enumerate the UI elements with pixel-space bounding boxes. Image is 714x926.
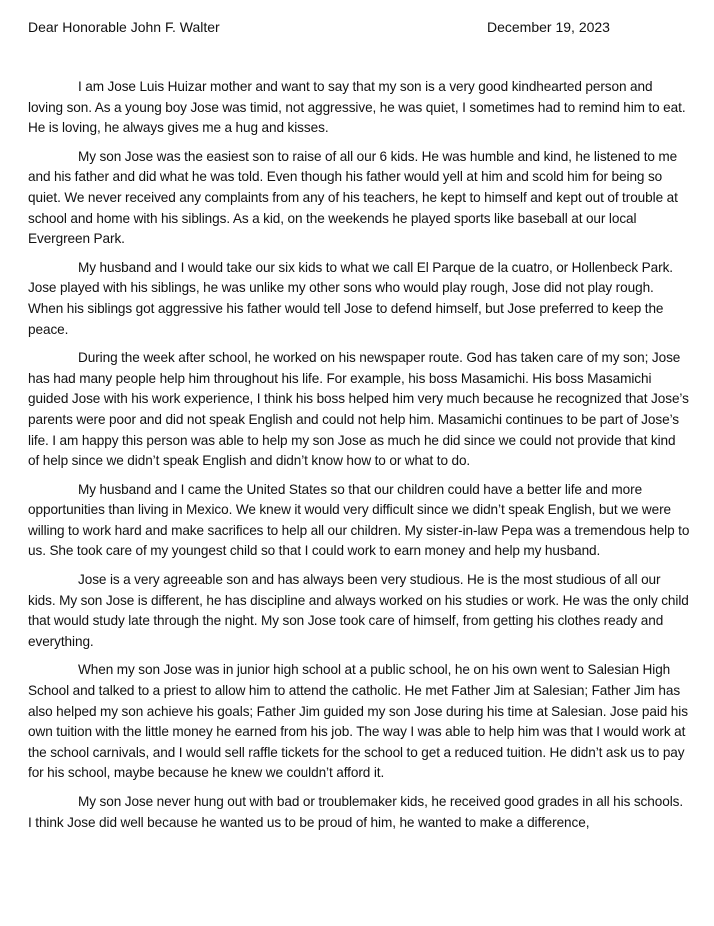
paragraph-2: My son Jose was the easiest son to raise of all our 6 kids. He was humble and kind, he listened to me and his father and did what he was told. Even though his father would yell at him and scold him for being so quiet. We never received any complaints from any of his teachers, he kept to himself and kept out of trouble at school and home with his siblings. As a kid, on the weekends he played sports like baseball at our local Evergreen Park. [28,148,678,247]
letter-body [28,77,690,833]
letter-date: December 19, 2023 [487,19,610,35]
letter-header [28,14,690,38]
paragraph-3: My husband and I would take our six kids to what we call El Parque de la cuatro, or Hollenbeck Park. Jose played with his siblings, he was unlike my other sons who would play rough, Jose did not play rough. When his siblings got aggressive his father would tell Jose to defend himself, but Jose preferred to keep the peace. [28,259,673,337]
paragraph-6: Jose is a very agreeable son and has always been very studious. He is the most studious of all our kids. My son Jose is different, he has discipline and always worked on his studies or work. He was the only child that would study late through the night. My son Jose took care of himself, from getting his clothes ready and everything. [28,572,689,649]
paragraph-5: My husband and I came the United States so that our children could have a better life and more opportunities than living in Mexico. We knew it would very difficult since we didn’t speak English, but we were willing to work hard and make sacrifices to help all our children. My sister-in-law Pepa was a tremendous help to us. She took care of my youngest child so that I could work to earn money and help my husband. [28,481,690,559]
paragraph-1: I am Jose Luis Huizar mother and want to say that my son is a very good kindhearted person and loving son. As a young boy Jose was timid, not aggressive, he was quiet, I sometimes had to remind him to eat. He is loving, he always gives me a hug and kisses. [28,79,686,136]
paragraph-4: During the week after school, he worked on his newspaper route. God has taken care of my son; Jose has had many people help him throughout his life. For example, his boss Masamichi. His boss Masamichi guided Jose with his work experience, I think his boss helped him very much because he recognized that Jose’s parents were poor and did not speak English and could not help him. Masamichi continues to be part of Jose’s life. I am happy this person was able to help my son Jose as much he did since we could not provide that kind of help since we didn’t speak English and didn’t know how to or what to do. [28,350,689,469]
paragraph-7: When my son Jose was in junior high school at a public school, he on his own went to Salesian High School and talked to a priest to allow him to attend the catholic. He met Father Jim at Salesian; Father Jim has also helped my son achieve his goals; Father Jim guided my son Jose during his time at Salesian. Jose paid his own tuition with the little money he earned from his job. The way I was able to help him was that I would work at the school carnivals, and I would sell raffle tickets for the school to get a reduced tuition. He didn’t ask us to pay for his school, maybe because he knew we couldn’t afford it. [28,662,688,781]
salutation: Dear Honorable John F. Walter [28,19,220,35]
paragraph-8: My son Jose never hung out with bad or troublemaker kids, he received good grades in all his schools. I think Jose did well because he wanted us to be proud of him, he wanted to make a difference, [28,794,684,830]
